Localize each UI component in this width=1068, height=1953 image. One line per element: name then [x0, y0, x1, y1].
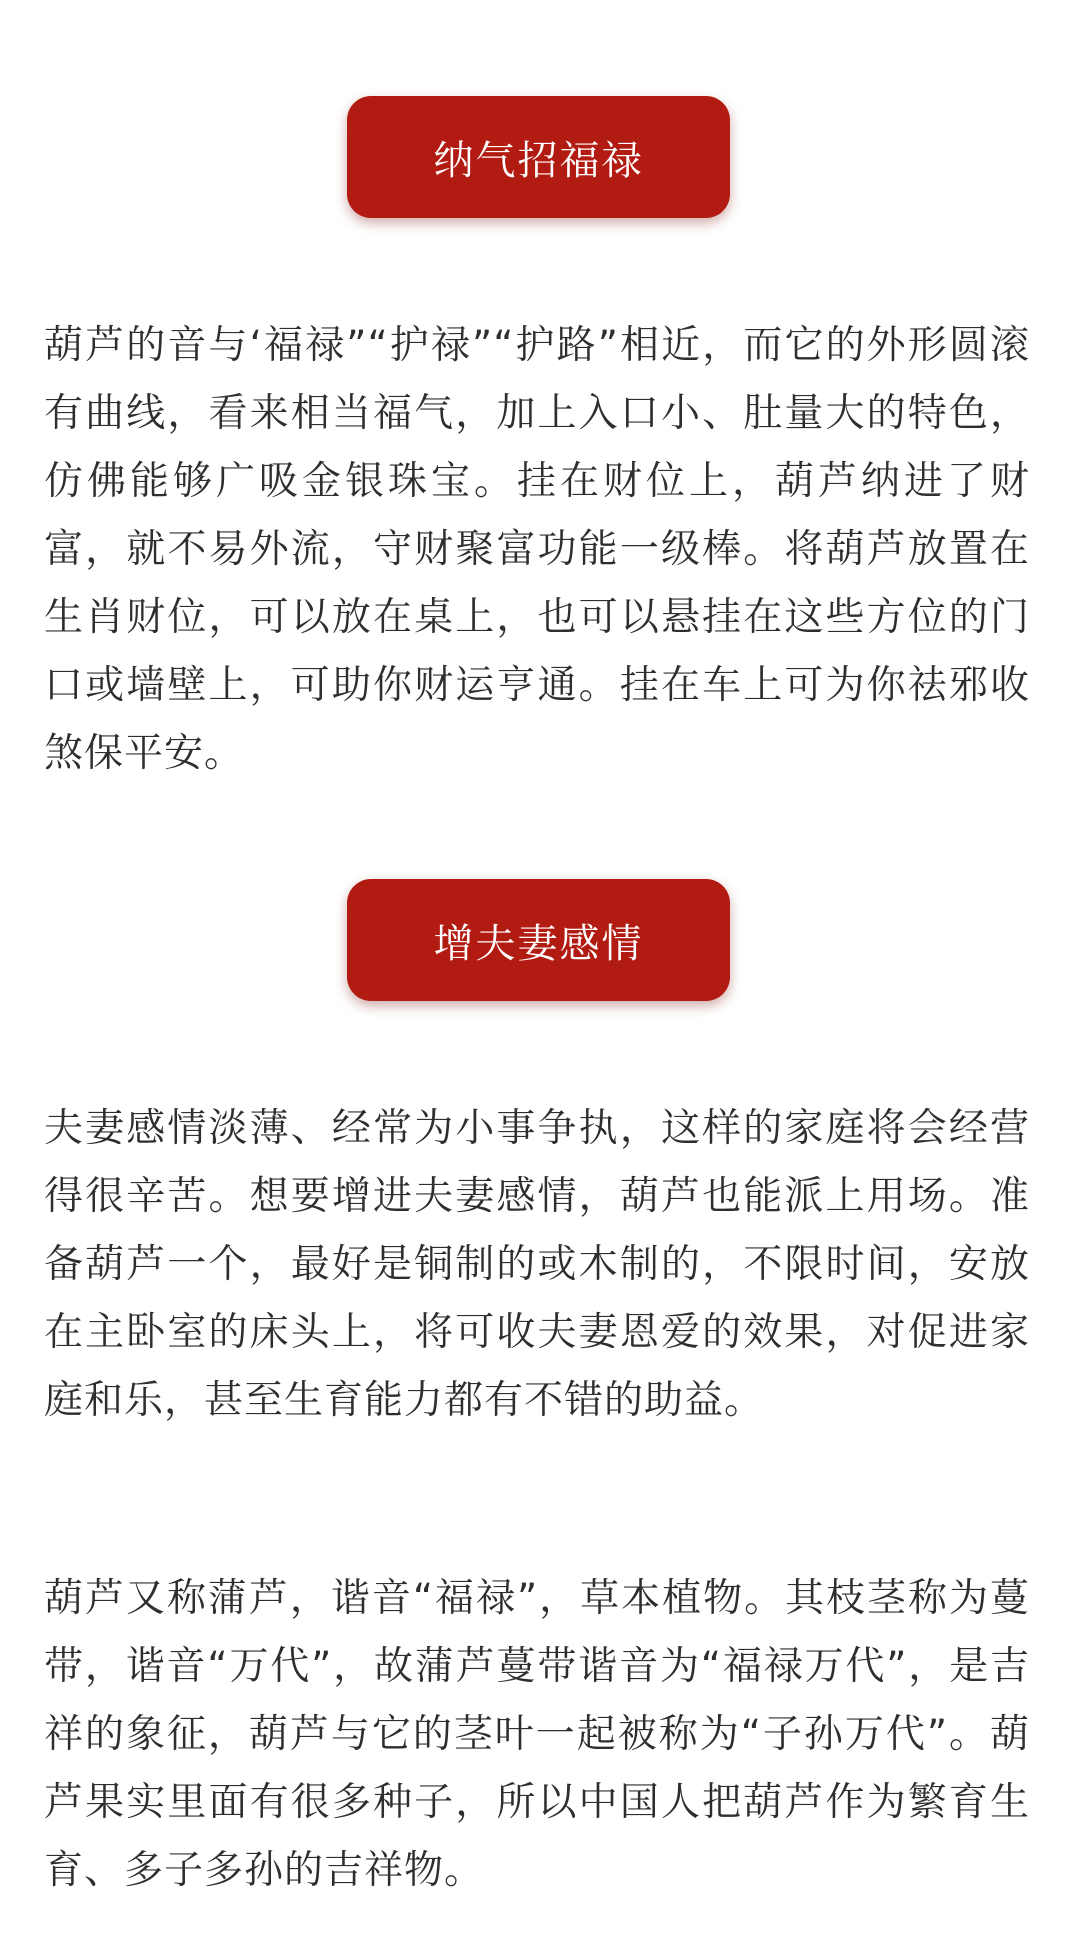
section-heading-fuqi [347, 879, 730, 1001]
section-heading-text: 纳气招福禄 [433, 137, 644, 184]
paragraph-hulu-meaning: 葫芦又称蒲芦，谐音“福禄”，草本植物。其枝茎称为蔓带，谐音“万代”，故蒲芦蔓带谐音为“福禄万代”，是吉祥的象征，葫芦与它的茎叶一起被称为“子孙万代”。葫芦果实里面有很多种子，所以中国人把葫芦作为繁育生育、多子多孙的吉祥物。 [44, 1576, 1030, 1893]
section-heading-naqi [347, 96, 730, 218]
paragraph-fuqi: 夫妻感情淡薄、经常为小事争执，这样的家庭将会经营得很辛苦。想要增进夫妻感情，葫芦也能派上用场。准备葫芦一个，最好是铜制的或木制的，不限时间，安放在主卧室的床头上，将可收夫妻恩爱的效果，对促进家庭和乐，甚至生育能力都有不错的助益。 [44, 1106, 1030, 1423]
section-heading-text: 增夫妻感情 [433, 920, 644, 967]
paragraph-naqi: 葫芦的音与‘福禄”“护禄”“护路”相近，而它的外形圆滚有曲线，看来相当福气，加上入口小、肚量大的特色，仿佛能够广吸金银珠宝。挂在财位上，葫芦纳进了财富，就不易外流，守财聚富功能一级棒。将葫芦放置在生肖财位，可以放在桌上，也可以悬挂在这些方位的门口或墙壁上，可助你财运亨通。挂在车上可为你祛邪收煞保平安。 [44, 323, 1030, 776]
